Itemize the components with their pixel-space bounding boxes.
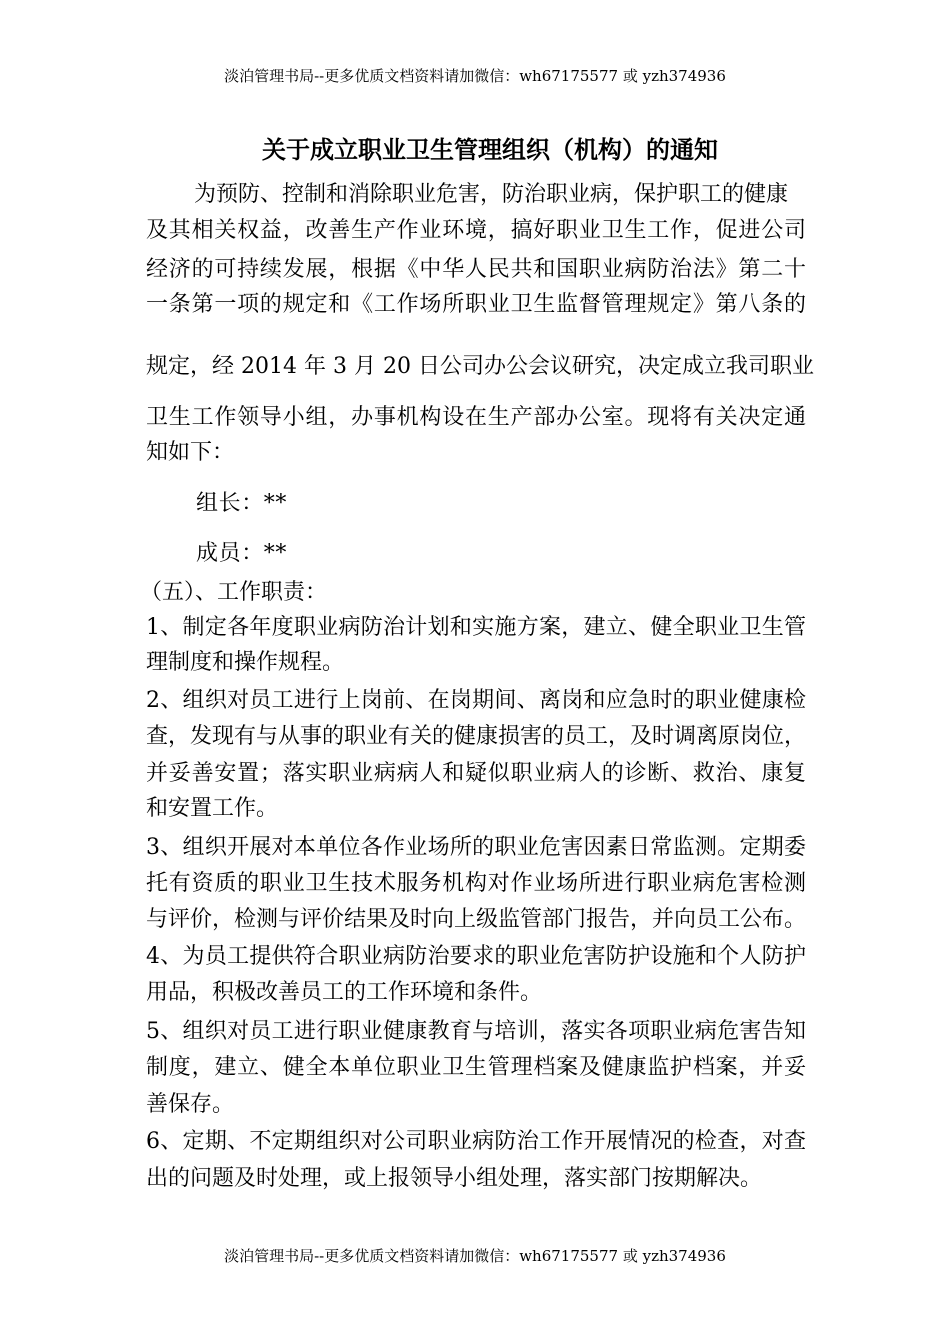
header-watermark-text: 淡泊管理书局--更多优质文档资料请加微信：wh67175577 或 yzh374936 <box>224 67 726 85</box>
intro-line-2: 及其相关权益，改善生产作业环境，搞好职业卫生工作，促进公司 <box>146 218 806 243</box>
intro-line-1: 为预防、控制和消除职业危害，防治职业病，保护职工的健康 <box>194 182 789 207</box>
duty-line-6: 和安置工作。 <box>146 796 279 821</box>
intro-line-4: 一条第一项的规定和《工作场所职业卫生监督管理规定》第八条的 <box>146 292 806 317</box>
intro-line-7: 知如下： <box>146 440 235 465</box>
duty-line-12: 5、组织对员工进行职业健康教育与培训，落实各项职业病危害告知 <box>146 1019 806 1044</box>
intro-line-5: 规定，经 2014 年 3 月 20 日公司办公会议研究，决定成立我司职业 <box>146 354 814 379</box>
duty-line-8: 托有资质的职业卫生技术服务机构对作业场所进行职业病危害检测 <box>146 871 806 896</box>
duty-line-1: 1、制定各年度职业病防治计划和实施方案，建立、健全职业卫生管 <box>146 615 806 640</box>
intro-line-3: 经济的可持续发展，根据《中华人民共和国职业病防治法》第二十 <box>146 257 806 282</box>
duty-line-14: 善保存。 <box>146 1092 235 1117</box>
duty-line-16: 出的问题及时处理，或上报领导小组处理，落实部门按期解决。 <box>146 1166 763 1191</box>
duty-line-5: 并妥善安置；落实职业病病人和疑似职业病人的诊断、救治、康复 <box>146 761 806 786</box>
duty-line-10: 4、为员工提供符合职业病防治要求的职业危害防护设施和个人防护 <box>146 944 806 969</box>
members-line: 成员：** <box>196 541 288 566</box>
duty-line-13: 制度，建立、健全本单位职业卫生管理档案及健康监护档案，并妥 <box>146 1055 806 1080</box>
duty-line-7: 3、组织开展对本单位各作业场所的职业危害因素日常监测。定期委 <box>146 835 806 860</box>
intro-line-6: 卫生工作领导小组，办事机构设在生产部办公室。现将有关决定通 <box>146 405 806 430</box>
footer-watermark-text: 淡泊管理书局--更多优质文档资料请加微信：wh67175577 或 yzh374936 <box>224 1247 726 1265</box>
duty-line-3: 2、组织对员工进行上岗前、在岗期间、离岗和应急时的职业健康检 <box>146 688 806 713</box>
document-title: 关于成立职业卫生管理组织（机构）的通知 <box>262 135 718 164</box>
duty-line-9: 与评价，检测与评价结果及时向上级监管部门报告，并向员工公布。 <box>146 907 807 932</box>
section-heading: （五）、工作职责： <box>140 580 328 605</box>
duty-line-4: 查，发现有与从事的职业有关的健康损害的员工，及时调离原岗位， <box>146 724 807 749</box>
leader-line: 组长：** <box>196 491 288 516</box>
duty-line-2: 理制度和操作规程。 <box>146 650 345 675</box>
duty-line-15: 6、定期、不定期组织对公司职业病防治工作开展情况的检查，对查 <box>146 1129 806 1154</box>
duty-line-11: 用品，积极改善员工的工作环境和条件。 <box>146 980 543 1005</box>
